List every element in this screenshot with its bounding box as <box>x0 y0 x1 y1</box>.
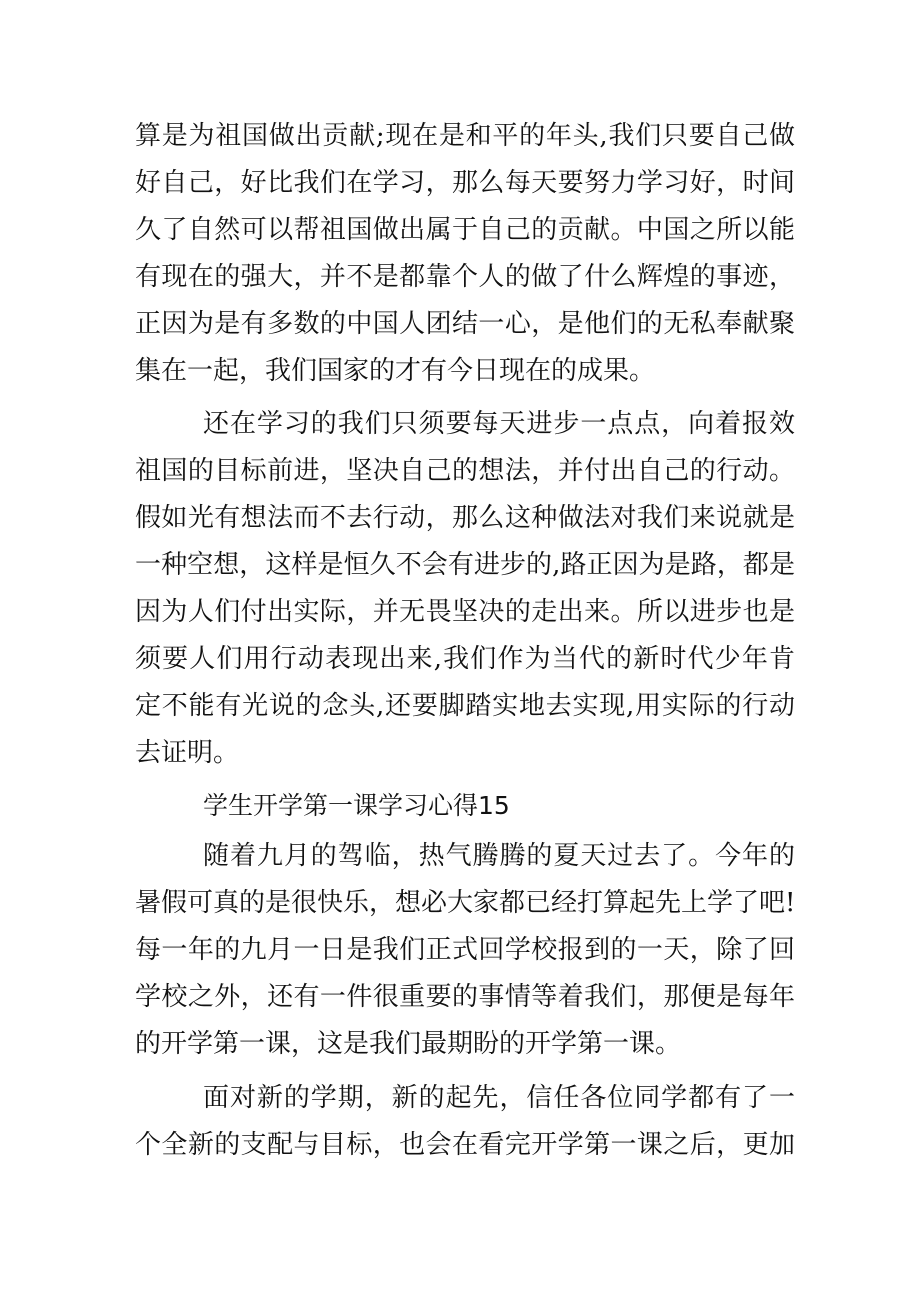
paragraph-3-line-5: 的开学第一课，这是我们最期盼的开学第一课。 <box>135 1029 682 1059</box>
paragraph-3-line-2: 暑假可真的是很快乐，想必大家都已经打算起先上学了吧! <box>135 888 795 918</box>
paragraph-1-line-3: 久了自然可以帮祖国做出属于自己的贡献。中国之所以能 <box>135 215 795 245</box>
paragraph-2-line-6: 须要人们用行动表现出来,我们作为当代的新时代少年肯 <box>135 644 795 674</box>
paragraph-2-line-5: 因为人们付出实际，并无畏坚决的走出来。所以进步也是 <box>135 597 795 627</box>
paragraph-4-line-1: 面对新的学期，新的起先，信任各位同学都有了一 <box>203 1083 795 1113</box>
paragraph-1-line-6: 集在一起，我们国家的才有今日现在的成果。 <box>135 356 656 386</box>
paragraph-3-line-1: 随着九月的驾临，热气腾腾的夏天过去了。今年的 <box>203 841 795 871</box>
section-heading: 学生开学第一课学习心得15 <box>203 791 510 820</box>
paragraph-4-line-2: 个全新的支配与目标，也会在看完开学第一课之后，更加 <box>135 1130 795 1160</box>
paragraph-2-line-2: 祖国的目标前进，坚决自己的想法，并付出自己的行动。 <box>135 456 795 486</box>
paragraph-3-line-4: 学校之外，还有一件很重要的事情等着我们，那便是每年 <box>135 982 795 1012</box>
paragraph-2-line-7: 定不能有光说的念头,还要脚踏实地去实现,用实际的行动 <box>135 691 795 721</box>
paragraph-3-line-3: 每一年的九月一日是我们正式回学校报到的一天，除了回 <box>135 935 795 965</box>
paragraph-1-line-2: 好自己，好比我们在学习，那么每天要努力学习好，时间 <box>135 168 795 198</box>
paragraph-2-line-3: 假如光有想法而不去行动，那么这种做法对我们来说就是 <box>135 503 795 533</box>
paragraph-2-line-8: 去证明。 <box>135 738 240 768</box>
paragraph-1-line-1: 算是为祖国做出贡献;现在是和平的年头,我们只要自己做 <box>135 121 795 151</box>
paragraph-1-line-4: 有现在的强大，并不是都靠个人的做了什么辉煌的事迹， <box>135 262 795 292</box>
paragraph-1-line-5: 正因为是有多数的中国人团结一心，是他们的无私奉献聚 <box>135 309 795 339</box>
paragraph-2-line-4: 一种空想，这样是恒久不会有进步的,路正因为是路，都是 <box>135 550 795 580</box>
paragraph-2-line-1: 还在学习的我们只须要每天进步一点点，向着报效 <box>203 409 795 439</box>
